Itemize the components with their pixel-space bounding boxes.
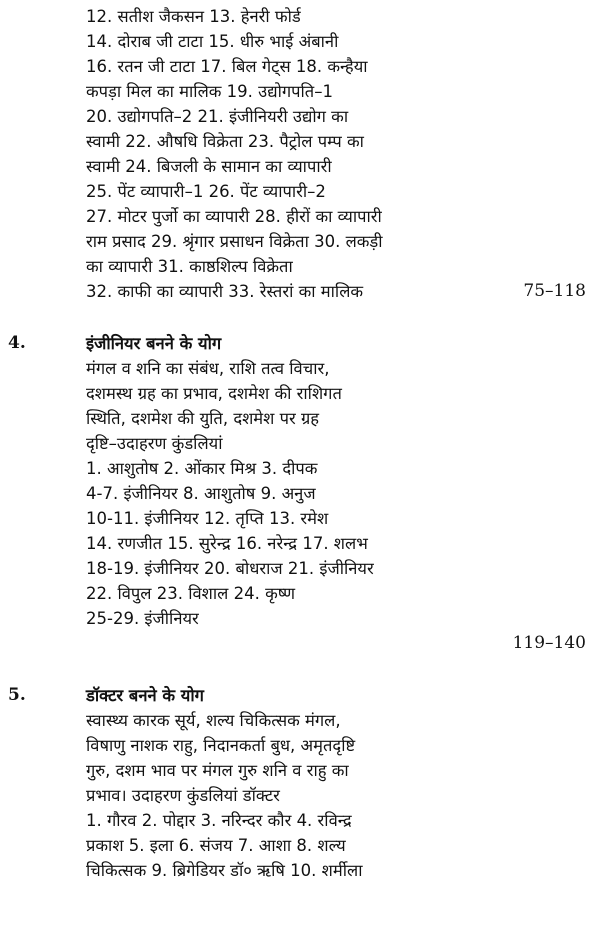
chapter-4-line: 1. आशुतोष 2. ओंकार मिश्र 3. दीपक: [86, 459, 318, 478]
chapter-4-line: 18-19. इंजीनियर 20. बोधराज 21. इंजीनियर: [86, 559, 374, 578]
chapter-4-line: 14. रणजीत 15. सुरेन्द्र 16. नरेन्द्र 17. शलभ: [86, 534, 368, 553]
chapter-5-title: डॉक्टर बनने के योग: [86, 686, 204, 705]
chapter-5-line: 1. गौरव 2. पोद्दार 3. नरिन्दर कौर 4. रविन्द्र: [86, 811, 352, 830]
chapter-5-line: चिकित्सक 9. ब्रिगेडियर डॉ० ऋषि 10. शर्मीला: [86, 861, 363, 880]
continuation-line: स्वामी 22. औषधि विक्रेता 23. पैट्रोल पम्प का: [86, 132, 364, 151]
chapter-4-title: इंजीनियर बनने के योग: [86, 334, 222, 353]
chapter-5-number: 5.: [8, 685, 26, 705]
chapter-4-line: दशमस्थ ग्रह का प्रभाव, दशमेश की राशिगत: [86, 384, 342, 403]
chapter-4-line: दृष्टि–उदाहरण कुंडलियां: [86, 434, 223, 453]
chapter-5-line: प्रभाव। उदाहरण कुंडलियां डॉक्टर: [86, 786, 280, 805]
continuation-line: का व्यापारी 31. काष्ठशिल्प विक्रेता: [86, 257, 293, 276]
continuation-line: राम प्रसाद 29. श्रृंगार प्रसाधन विक्रेता 30. लकड़ी: [86, 232, 383, 251]
continuation-line: 27. मोटर पुर्जो का व्यापारी 28. हीरों का व्यापारी: [86, 207, 382, 226]
chapter-4-page-range: 119–140: [512, 633, 586, 653]
chapter-4-line: 22. विपुल 23. विशाल 24. कृष्ण: [86, 584, 295, 603]
chapter-4-line: 10-11. इंजीनियर 12. तृप्ति 13. रमेश: [86, 509, 329, 528]
continuation-page-range: 75–118: [523, 281, 586, 301]
chapter-4-number: 4.: [8, 333, 26, 353]
continuation-line: 20. उद्योगपति–2 21. इंजीनियरी उद्योग का: [86, 107, 349, 126]
continuation-block: [86, 4, 486, 304]
chapter-4-line: 25-29. इंजीनियर: [86, 609, 199, 628]
chapter-5-line: प्रकाश 5. इला 6. संजय 7. आशा 8. शल्य: [86, 836, 346, 855]
continuation-line: 14. दोराब जी टाटा 15. धीरु भाई अंबानी: [86, 32, 339, 51]
chapter-5-block: [86, 683, 486, 883]
chapter-5-line: स्वास्थ्य कारक सूर्य, शल्य चिकित्सक मंगल,: [86, 711, 341, 730]
continuation-line: 25. पेंट व्यापारी–1 26. पेंट व्यापारी–2: [86, 182, 326, 201]
chapter-4-line: 4-7. इंजीनियर 8. आशुतोष 9. अनुज: [86, 484, 316, 503]
chapter-4-block: [86, 331, 486, 631]
chapter-4-line: स्थिति, दशमेश की युति, दशमेश पर ग्रह: [86, 409, 320, 428]
continuation-line: कपड़ा मिल का मालिक 19. उद्योगपति–1: [86, 82, 333, 101]
continuation-line: स्वामी 24. बिजली के सामान का व्यापारी: [86, 157, 332, 176]
chapter-5-line: गुरु, दशम भाव पर मंगल गुरु शनि व राहु का: [86, 761, 349, 780]
chapter-4-line: मंगल व शनि का संबंध, राशि तत्व विचार,: [86, 359, 330, 378]
chapter-5-line: विषाणु नाशक राहु, निदानकर्ता बुध, अमृतदृष्टि: [86, 736, 356, 755]
continuation-line: 12. सतीश जैकसन 13. हेनरी फोर्ड: [86, 7, 301, 26]
continuation-line: 32. काफी का व्यापारी 33. रेस्तरां का मालिक: [86, 282, 364, 301]
continuation-line: 16. रतन जी टाटा 17. बिल गेट्स 18. कन्हैया: [86, 57, 368, 76]
